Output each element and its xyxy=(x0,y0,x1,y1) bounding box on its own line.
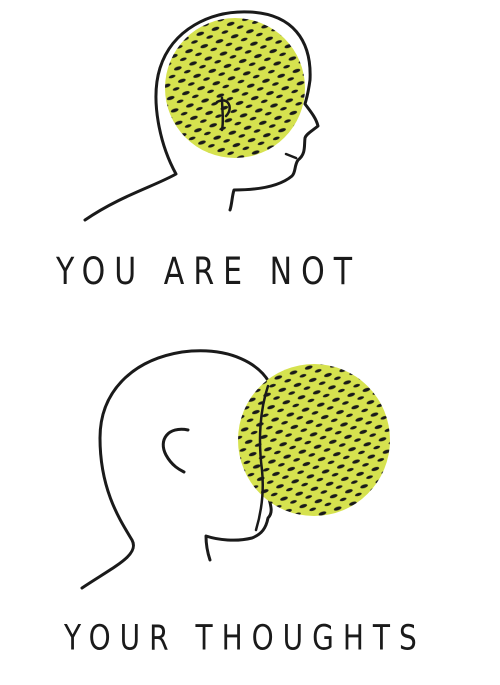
mouth-top xyxy=(286,154,296,158)
caption-you-are-not: YOU ARE NOT xyxy=(56,250,362,294)
caption-your-thoughts: YOUR THOUGHTS xyxy=(64,617,426,659)
ear-bottom xyxy=(163,429,188,472)
head-profile-outside-thoughts xyxy=(82,351,390,588)
thought-cloud-inside xyxy=(165,18,305,158)
head-profile-inside-thoughts xyxy=(85,12,318,220)
